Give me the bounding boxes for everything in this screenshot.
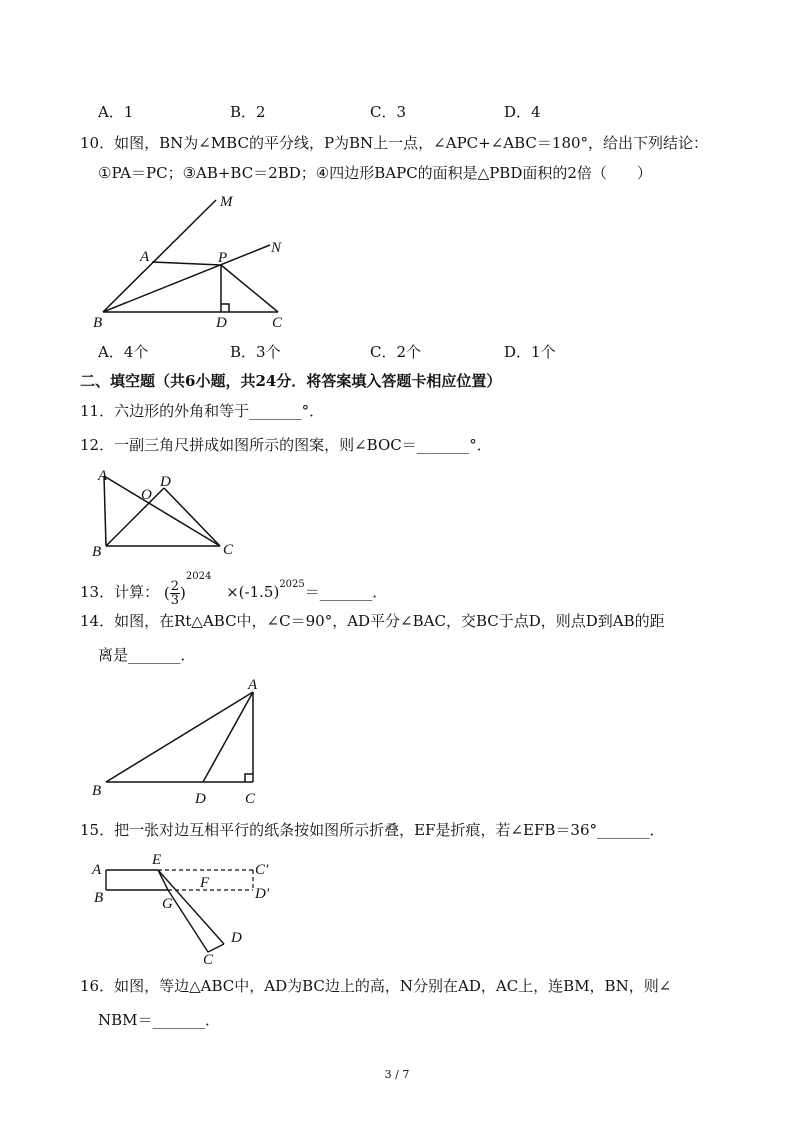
q9-option-c: C．3 [370, 103, 407, 121]
q10-line1: 10．如图，BN为∠MBC的平分线，P为BN上一点，∠APC+∠ABC＝180°，给出下列结论： [80, 134, 709, 152]
q13-prefix: 13．计算： [80, 583, 160, 601]
q13-expression: 13．计算： ( $\frac{2}{3}$ )$^{2024} \times(-1.5)^{2025}=\_\_\_\_\_\_\_$． [80, 571, 388, 608]
q13-exp1: 2024 [185, 571, 212, 582]
section2-heading: 二、填空题（共6小题，共24分．将答案填入答题卡相应位置） [80, 372, 502, 390]
q16-line2: NBM＝_______． [98, 1011, 221, 1029]
label-a: A [98, 468, 108, 484]
q13-frac-den: 3 [170, 592, 180, 608]
fold-end [208, 944, 224, 952]
label-n: N [271, 240, 282, 256]
ray-bm [103, 200, 216, 312]
q10-option-a: A．4个 [98, 343, 149, 361]
label-p: P [218, 250, 228, 266]
q13-suffix: ＝_______． [304, 583, 388, 601]
label-c: C [272, 315, 283, 331]
q10-option-c: C．2个 [370, 343, 422, 361]
q9-option-a: A．1 [98, 103, 134, 121]
q10-option-d: D．1个 [504, 343, 556, 361]
q15-text: 15．把一张对边互相平行的纸条按如图所示折叠，EF是折痕，若∠EFB＝36°_______． [80, 821, 665, 839]
label-b: B [92, 783, 102, 799]
q16-line1: 16．如图，等边△ABC中，AD为BC边上的高，N分别在AD，AC上，连BM，BN，则∠ [80, 977, 672, 995]
label-b: B [93, 315, 103, 331]
segment-ab [106, 692, 253, 782]
q10-line2: ①PA＝PC；③AB+BC＝2BD；④四边形BAPC的面积是△PBD面积的2倍（ ） [98, 164, 652, 182]
label-m: M [220, 194, 233, 210]
q15-figure [88, 848, 288, 968]
q10-option-b: B．3个 [230, 343, 281, 361]
label-d: D [160, 474, 171, 490]
segment-ap [152, 262, 221, 265]
page-number: 3 / 7 [384, 1068, 410, 1081]
q13-frac-num: 2 [170, 578, 180, 594]
q14-line1: 14．如图，在Rt△ABC中，∠C＝90°，AD平分∠BAC，交BC于点D，则点D到AB的距 [80, 612, 665, 630]
label-d: D [216, 315, 227, 331]
right-angle-mark [221, 304, 229, 312]
label-a: A [248, 677, 258, 693]
label-c-prime: C′ [255, 862, 269, 878]
q11-text: 11．六边形的外角和等于_______°． [80, 402, 325, 420]
q14-figure [88, 672, 278, 808]
q13-fraction [170, 580, 180, 607]
label-f: F [200, 875, 210, 891]
label-g: G [162, 896, 173, 912]
fold-edge-lower [168, 890, 208, 952]
label-d-prime: D′ [255, 886, 270, 902]
segment-ab [104, 476, 106, 546]
q9-option-b: B．2 [230, 103, 266, 121]
right-angle-mark [245, 774, 253, 782]
label-d: D [231, 930, 242, 946]
label-a: A [92, 862, 102, 878]
q10-options [98, 341, 658, 361]
q12-figure [88, 466, 248, 558]
q13-middle: ×(-1.5) [226, 583, 280, 601]
segment-ad [203, 692, 253, 782]
ray-bn [103, 245, 270, 312]
q12-text: 12．一副三角尺拼成如图所示的图案，则∠BOC＝_______°． [80, 436, 492, 454]
q13-exp2: 2025 [279, 579, 305, 590]
segment-bd [106, 488, 164, 546]
label-b: B [92, 544, 102, 560]
q14-line2: 离是_______． [98, 646, 196, 664]
q10-figure [90, 190, 300, 330]
label-a: A [140, 249, 150, 265]
label-b: B [94, 890, 104, 906]
label-c: C [223, 542, 234, 558]
label-e: E [152, 852, 162, 868]
label-c: C [203, 952, 214, 968]
q9-options [98, 101, 658, 121]
label-c: C [245, 791, 256, 807]
q9-option-d: D．4 [504, 103, 541, 121]
label-d: D [195, 791, 206, 807]
label-o: O [141, 487, 152, 503]
